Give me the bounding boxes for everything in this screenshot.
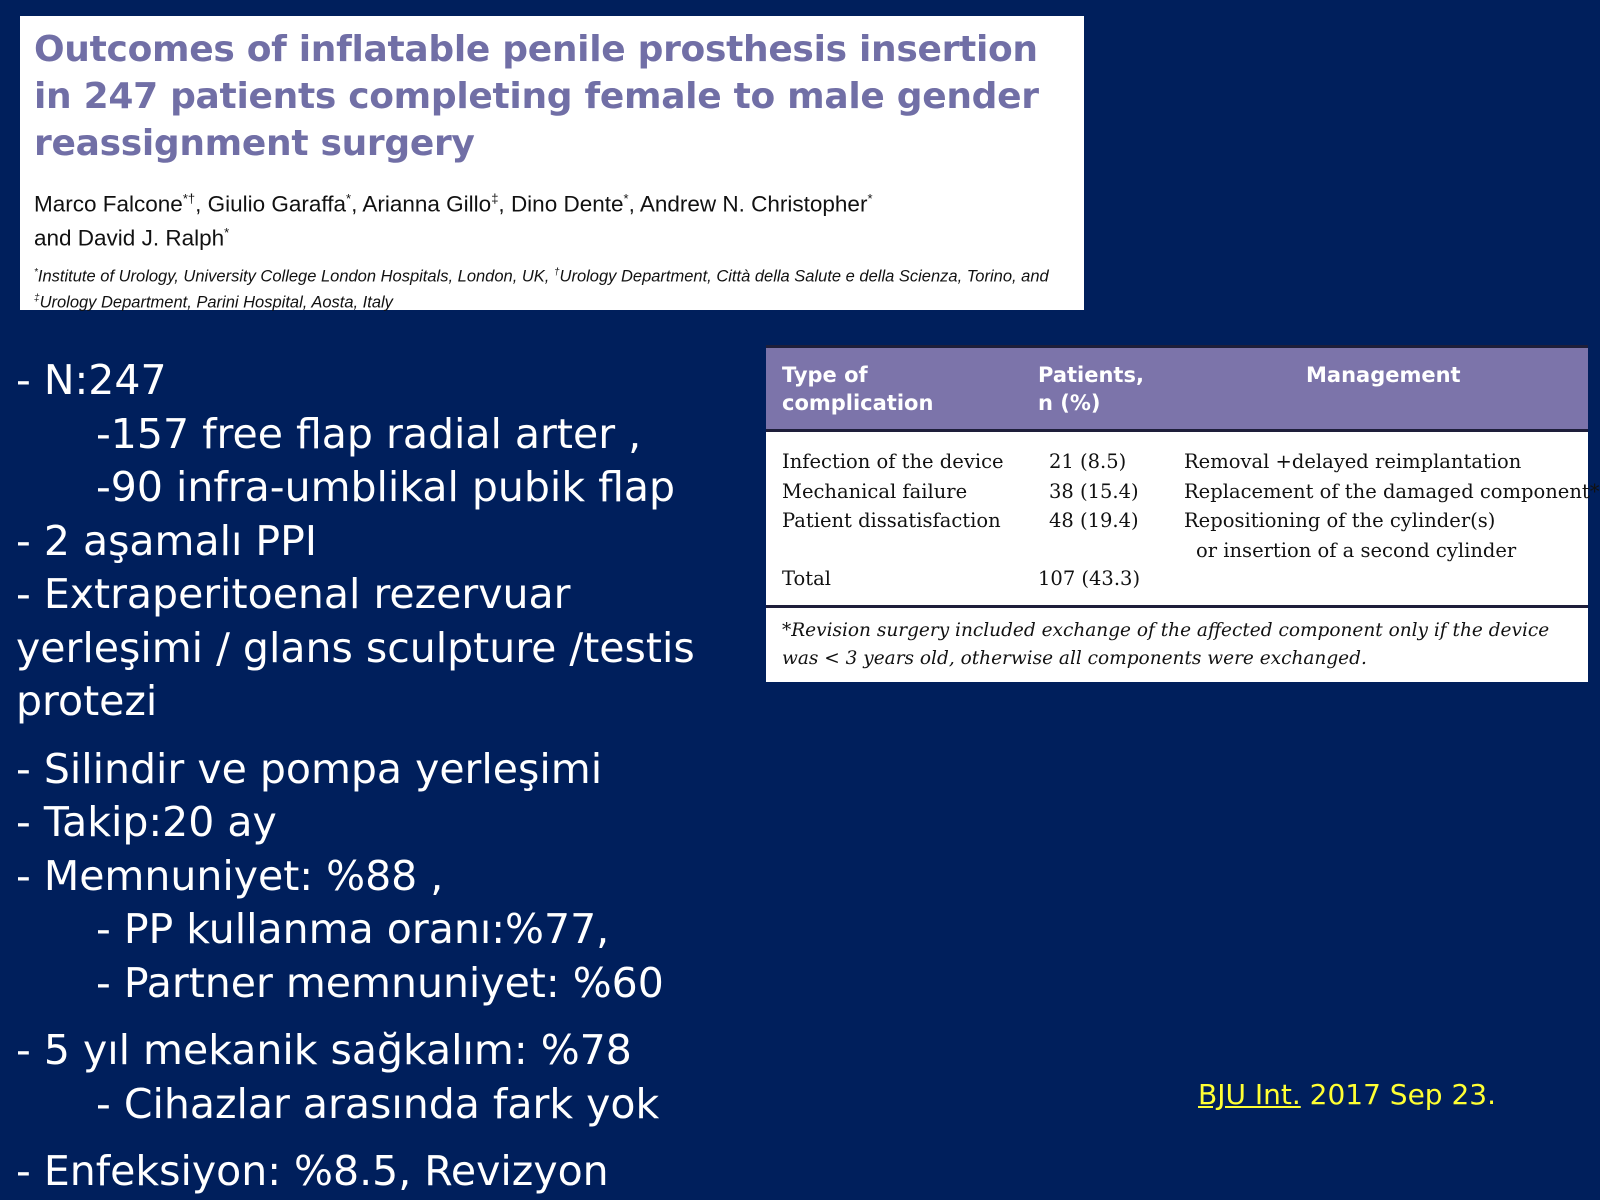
cell-patients-total: 107 (43.3): [1038, 567, 1141, 590]
cell-type: Patient dissatisfaction: [782, 509, 1001, 532]
author-name: Arianna Gillo: [362, 191, 492, 217]
author-name: David J. Ralph: [77, 225, 225, 250]
paper-affiliations: [34, 262, 1070, 313]
header-management: Management: [1306, 363, 1461, 387]
author-mark: *†: [182, 191, 196, 206]
author-mark: ‡: [491, 191, 499, 206]
header-type: Type of complication: [782, 363, 934, 415]
bullet-subitem: -157 free flap radial arter ,: [96, 409, 642, 458]
cell-type: Infection of the device: [782, 450, 1004, 473]
paper-header-card: [20, 16, 1084, 310]
author-name: Marco Falcone: [34, 191, 183, 217]
bullet-item: - Memnuniyet: %88 ,: [16, 851, 444, 900]
author-name: Andrew N. Christopher: [639, 191, 868, 217]
author-mark: *: [623, 191, 629, 206]
bullet-subitem: - Partner memnuniyet: %60: [96, 958, 664, 1007]
affil-text: Urology Department, Città della Salute e della Scienza, Torino, and: [559, 267, 1049, 286]
author-mark: *: [224, 224, 230, 240]
bullet-item: - Enfeksiyon: %8.5, Revizyon: [16, 1147, 609, 1195]
author-mark: *: [346, 191, 352, 206]
citation-date: 2017 Sep 23.: [1300, 1078, 1497, 1111]
bullet-item: - N:247: [16, 356, 167, 404]
cell-management-continued: or insertion of a second cylinder: [1196, 538, 1517, 562]
bullet-list: [16, 354, 746, 1199]
bullet-subitem: - Cihazlar arasında fark yok: [96, 1079, 660, 1128]
complications-table: [766, 345, 1600, 682]
cell-patients: 38 (15.4): [1049, 479, 1139, 503]
citation: [1198, 1078, 1496, 1111]
affil-mark: †: [553, 267, 560, 278]
bullet-item: - 2 aşamalı PPI: [16, 516, 317, 565]
affil-mark: *: [34, 267, 38, 278]
bullet-subitem: - PP kullanma oranı:%77,: [96, 905, 610, 953]
bullet-item: - 5 yıl mekanik sağkalım: %78: [16, 1026, 632, 1074]
author-mark: *: [867, 191, 873, 206]
cell-patients: 21 (8.5): [1049, 450, 1127, 473]
cell-type-total: Total: [782, 567, 831, 590]
paper-title: Outcomes of inflatable penile prosthesis insertion in 247 patients completing female to male gender reassignment surgery: [34, 29, 1039, 164]
journal-link[interactable]: BJU Int.: [1198, 1078, 1301, 1111]
bullet-item: - Extraperitoenal rezervuar yerleşimi / glans sculpture /testis protezi: [16, 570, 695, 725]
cell-management: Replacement of the damaged component*: [1184, 479, 1600, 503]
affil-text: Institute of Urology, University College London Hospitals, London, UK,: [37, 267, 550, 286]
cell-type: Mechanical failure: [782, 479, 968, 503]
table-body: [766, 432, 1600, 612]
author-name: Giulio Garaffa: [207, 191, 347, 217]
cell-management: Repositioning of the cylinder(s): [1184, 509, 1496, 532]
paper-authors: Marco Falcone*†, Giulio Garaffa*, Arianna Gillo‡, Dino Dente*, Andrew N. Christopher* and David J. Ralph*: [34, 191, 873, 250]
bullet-item: - Silindir ve pompa yerleşimi: [16, 744, 603, 793]
cell-management: Removal +delayed reimplantation: [1184, 450, 1522, 473]
cell-patients: 48 (19.4): [1049, 509, 1139, 532]
affil-mark: ‡: [34, 292, 40, 304]
author-name: Dino Dente: [510, 191, 624, 217]
table-header-row: [766, 345, 1588, 432]
bullet-item: - Takip:20 ay: [16, 798, 277, 846]
table-divider: [766, 605, 1588, 608]
header-patients: Patients, n (%): [1038, 363, 1144, 415]
table-footnote: *Revision surgery included exchange of the affected component only if the device was < 3 years old, otherwise all components were exchanged.: [782, 620, 1550, 669]
affil-text: Urology Department, Parini Hospital, Aosta, Italy: [39, 293, 393, 311]
bullet-subitem: -90 infra-umblikal pubik flap: [96, 463, 676, 511]
